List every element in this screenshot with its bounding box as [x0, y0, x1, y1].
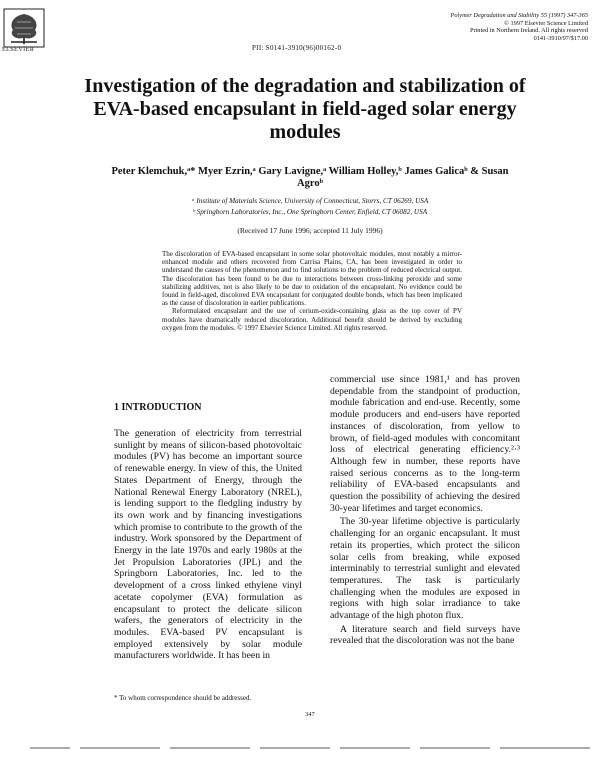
copyright-line: © 1997 Elsevier Science Limited — [504, 19, 588, 27]
issn-price-line: 0141-3910/97/$17.00 — [533, 34, 588, 42]
left-column — [114, 428, 302, 662]
affiliations — [100, 196, 520, 218]
section-heading: 1 INTRODUCTION — [114, 402, 202, 413]
affiliation-a: ᵃ Institute of Materials Science, University of Connecticut, Storrs, CT 06269, USA — [191, 197, 429, 205]
author-list: Peter Klemchuk,ᵃ* Myer Ezrin,ᵃ Gary Lavigne,ᵃ William Holley,ᵇ James Galicaᵇ & Susan Agroᵇ — [111, 166, 509, 189]
journal-info — [420, 12, 588, 42]
body-paragraph: The generation of electricity from terrestrial sunlight by means of silicon-based photovoltaic modules (PV) has become an important source of renewable energy. In view of this, the United States Department of Energy, through the National Renewal Energy Laboratory (NREL), is lending support to the fledgling industry by its own work and by financing investigations which promise to contribute to the growth of the industry. Work sponsored by the Department of Energy in the late 1970s and early 1980s at the Jet Propulsion Laboratories (JPL) and the Springborn Laboratories, Inc. led to the development of a cross linked ethylene vinyl acetate copolymer (EVA) formulation as encapsulant to protect the delicate silicon wafers, the generators of electricity in the modules. EVA-based PV encapsulant is employed extensively by solar module manufacturers worldwide. It has been in — [114, 428, 302, 662]
journal-citation: Polymer Degradation and Stability 55 (1997) 347-365 — [450, 12, 588, 19]
body-paragraph: A literature search and field surveys have revealed that the discoloration was not the bane — [330, 623, 520, 647]
received-dates: (Received 17 June 1996; accepted 11 July 1996) — [237, 226, 383, 235]
publisher-logo-label: ELSEVIER — [2, 47, 35, 53]
elsevier-tree-logo-icon — [3, 8, 45, 48]
pii-code: PII: S0141-3910(96)00162-0 — [252, 44, 342, 52]
body-paragraph: The 30-year lifetime objective is particularly challenging for an organic encapsulant. It must retain its properties, which protect the silicon solar cells from breaking, while exposed interminably to terrestrial sunlight and elevated temperatures. The task is particularly challenging when the modules are exposed in regions with high solar irradiance to take advantage of the high photon flux. — [330, 516, 520, 622]
abstract-paragraph: The discoloration of EVA-based encapsulant in some solar photovoltaic modules, most notably a mirror-enhanced module and others recovered from Carrisa Plains, CA, has been investigated in order to understand the causes of the phenomenon and to find solutions to the problem of reduced electrical output. The discoloration has been found to be due to interactions between cross-linking peroxide and some stabilizing additives, not is also likely to be due to oxidation of the encapsulant. No evidence could be found in field-aged, discolored EVA encapsulant for conjugated double bonds, which has been implicated as the cause of discoloration in earlier publications. — [162, 250, 462, 308]
footnote: * To whom correspondence should be addressed. — [114, 694, 252, 702]
affiliation-b: ᵇ Springborn Laboratories, Inc., One Springborn Center, Enfield, CT 06082, USA — [192, 208, 428, 216]
abstract — [162, 250, 462, 332]
printed-in-line: Printed in Northern Ireland. All rights reserved — [469, 27, 588, 35]
article-title: Investigation of the degradation and stabilization of EVA-based encapsulant in field-aged solar energy modules — [84, 75, 526, 143]
body-paragraph: commercial use since 1981,¹ and has proven dependable from the standpoint of production, module fabrication and end-use. Recently, some module producers and end-users have reported instances of discoloration, from yellow to brown, of field-aged modules with concomitant loss of electrical generating efficiency.²·³ Although few in number, these reports have raised serious concerns as to the long-term reliability of EVA-based encapsulants and question the possibility of achieving the desired 30-year lifetimes and target economics. — [330, 374, 520, 514]
page-number: 347 — [305, 711, 315, 718]
right-column — [330, 374, 520, 647]
abstract-paragraph: Reformulated encapsulant and the use of cerium-oxide-containing glass as the top cover of PV modules have dramatically reduced discoloration. Additional benefit should be derived by excluding oxygen from the modules. © 1997 Elsevier Science Limited. All rights reserved. — [162, 307, 462, 332]
scan-edge-marks — [30, 747, 590, 749]
